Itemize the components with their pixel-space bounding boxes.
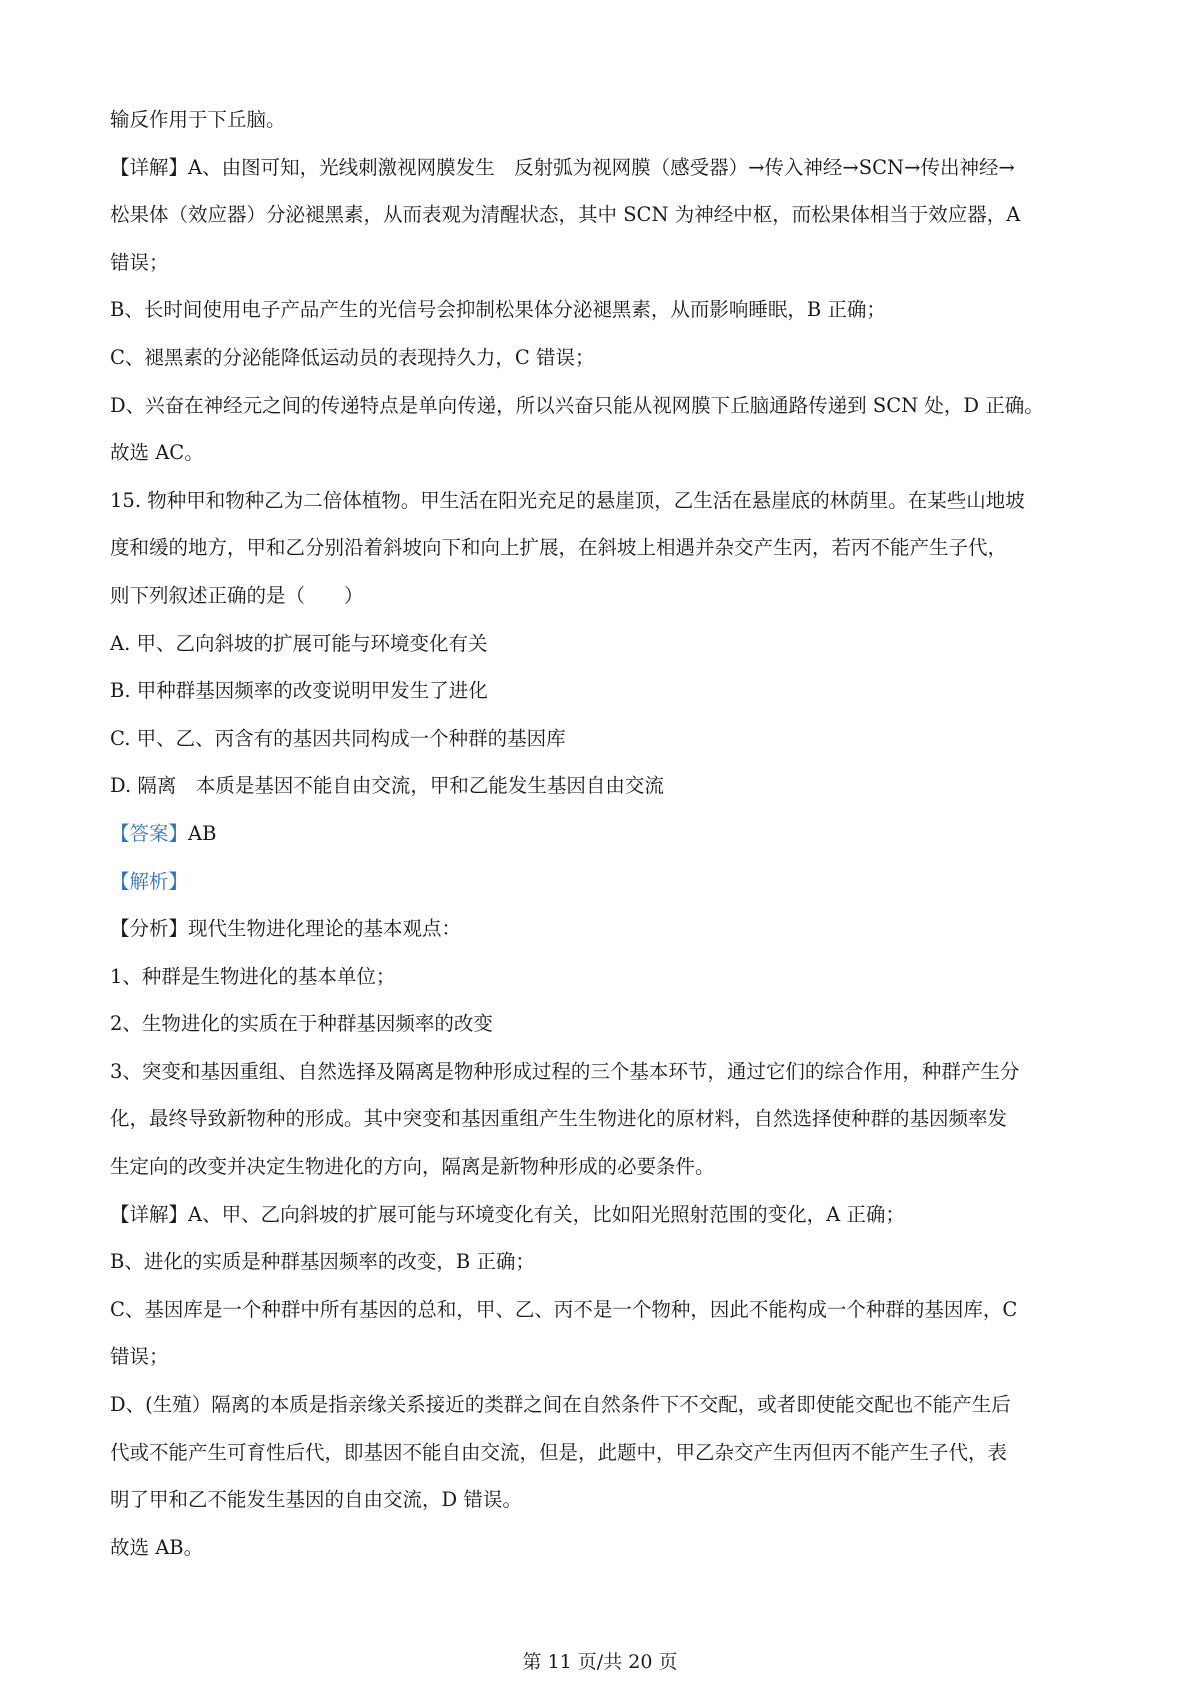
analysis-line: 【分析】现代生物进化理论的基本观点： (110, 917, 462, 941)
question-stem-line: 则下列叙述正确的是（ ） (110, 583, 364, 607)
analysis-line: 【详解】A、甲、乙向斜坡的扩展可能与环境变化有关，比如阳光照射范围的变化，A 正确； (110, 1202, 905, 1226)
analysis-line: 明了甲和乙不能发生基因的自由交流，D 错误。 (110, 1488, 522, 1512)
answer-line (110, 810, 1100, 858)
text-line: 输反作用于下丘脑。 (110, 108, 286, 131)
analysis-line: 3、突变和基因重组、自然选择及隔离是物种形成过程的三个基本环节，通过它们的综合作用，种群产生分 (110, 1059, 1020, 1083)
analysis-line: 错误； (110, 1345, 169, 1369)
analysis-line: 生定向的改变并决定生物进化的方向，隔离是新物种形成的必要条件。 (110, 1155, 715, 1179)
analysis-line: 1、种群是生物进化的基本单位； (110, 964, 396, 988)
option-d: D. 隔离 本质是基因不能自由交流，甲和乙能发生基因自由交流 (110, 774, 664, 798)
question-stem-line: 度和缓的地方，甲和乙分别沿着斜坡向下和向上扩展，在斜坡上相遇并杂交产生丙，若丙不能产生子代， (110, 536, 1008, 560)
text-line: C、褪黑素的分泌能降低运动员的表现持久力，C 错误； (110, 345, 595, 369)
text-line: 【详解】A、由图可知，光线刺激视网膜发生 反射弧为视网膜（感受器）→传入神经→SCN→传出神经→ (110, 155, 1015, 179)
page-footer: 第 11 页/共 20 页 (522, 1651, 678, 1673)
analysis-line: 代或不能产生可育性后代，即基因不能自由交流，但是，此题中，甲乙杂交产生丙但丙不能产生子代，表 (110, 1440, 1008, 1464)
text-line: 松果体（效应器）分泌褪黑素，从而表观为清醒状态，其中 SCN 为神经中枢，而松果体相当于效应器，A (110, 203, 1021, 227)
analysis-line: C、基因库是一个种群中所有基因的总和，甲、乙、丙不是一个物种，因此不能构成一个种群的基因库，C (110, 1297, 1018, 1321)
answer-value: AB (188, 821, 217, 845)
analysis-line: 故选 AB。 (110, 1535, 204, 1559)
option-c: C. 甲、乙、丙含有的基因共同构成一个种群的基因库 (110, 726, 566, 750)
question-stem-line: 15. 物种甲和物种乙为二倍体植物。甲生活在阳光充足的悬崖顶，乙生活在悬崖底的林荫里。在某些山地坡 (110, 488, 1025, 512)
text-line: 故选 AC。 (110, 441, 204, 465)
text-line: D、兴奋在神经元之间的传递特点是单向传递，所以兴奋只能从视网膜下丘脑通路传递到 SCN 处，D 正确。 (110, 393, 1044, 417)
analysis-label: 【解析】 (110, 869, 189, 893)
option-b: B. 甲种群基因频率的改变说明甲发生了进化 (110, 679, 488, 703)
analysis-line: 2、生物进化的实质在于种群基因频率的改变 (110, 1012, 493, 1036)
document-page (110, 96, 1100, 1571)
text-line: B、长时间使用电子产品产生的光信号会抑制松果体分泌褪黑素，从而影响睡眠，B 正确； (110, 298, 886, 322)
analysis-line: 化，最终导致新物种的形成。其中突变和基因重组产生生物进化的原材料，自然选择使种群的基因频率发 (110, 1107, 1008, 1131)
text-line: 错误； (110, 250, 169, 274)
analysis-line: B、进化的实质是种群基因频率的改变，B 正确； (110, 1250, 535, 1274)
analysis-line: D、(生殖）隔离的本质是指亲缘关系接近的类群之间在自然条件下不交配，或者即使能交配也不能产生后 (110, 1393, 1011, 1417)
option-a: A. 甲、乙向斜坡的扩展可能与环境变化有关 (110, 631, 488, 655)
answer-label: 【答案】 (110, 821, 189, 845)
